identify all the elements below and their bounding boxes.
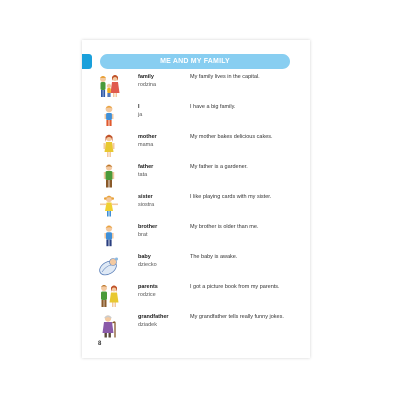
vocab-translation: dziecko [138, 262, 157, 268]
parents-icon [96, 283, 122, 309]
section-tab [82, 54, 92, 69]
sister-icon [96, 193, 122, 219]
vocab-row-i [0, 103, 400, 129]
section-title: ME AND MY FAMILY [100, 54, 290, 69]
vocab-word: baby [138, 254, 151, 260]
example-sentence: I like playing cards with my sister. [190, 194, 272, 200]
example-sentence: The baby is awake. [190, 254, 238, 260]
vocab-word: parents [138, 284, 158, 290]
family-icon [96, 73, 122, 99]
vocab-translation: rodzina [138, 82, 157, 88]
boy-icon [96, 103, 122, 129]
example-sentence: My father is a gardener. [190, 164, 248, 170]
vocab-translation: dziadek [138, 322, 157, 328]
baby-icon [96, 253, 122, 279]
father-icon [96, 163, 122, 189]
vocab-translation: brat [138, 232, 148, 238]
example-sentence: My grandfather tells really funny jokes. [190, 314, 284, 320]
vocab-row-baby [0, 253, 400, 279]
grandfather-icon [96, 313, 122, 339]
example-sentence: My family lives in the capital. [190, 74, 260, 80]
vocab-row-grandfather [0, 313, 400, 339]
brother-icon [96, 223, 122, 249]
vocab-word: family [138, 74, 154, 80]
vocab-translation: rodzice [138, 292, 156, 298]
vocab-word: mother [138, 134, 157, 140]
vocab-word: sister [138, 194, 153, 200]
vocab-translation: siostra [138, 202, 155, 208]
vocab-row-father [0, 163, 400, 189]
vocab-row-sister [0, 193, 400, 219]
example-sentence: My mother bakes delicious cakes. [190, 134, 273, 140]
page-number: 8 [98, 341, 102, 347]
vocab-word: brother [138, 224, 158, 230]
vocab-word: father [138, 164, 154, 170]
vocab-word: grandfather [138, 314, 169, 320]
vocab-row-mother [0, 133, 400, 159]
example-sentence: I got a picture book from my parents. [190, 284, 280, 290]
vocab-row-family [0, 73, 400, 99]
example-sentence: My brother is older than me. [190, 224, 259, 230]
vocab-row-parents [0, 283, 400, 309]
vocab-translation: ja [138, 112, 143, 118]
example-sentence: I have a big family. [190, 104, 236, 110]
vocab-translation: mama [138, 142, 154, 148]
vocab-translation: tata [138, 172, 148, 178]
mother-icon [96, 133, 122, 159]
vocab-row-brother [0, 223, 400, 249]
vocab-word: I [138, 104, 140, 110]
